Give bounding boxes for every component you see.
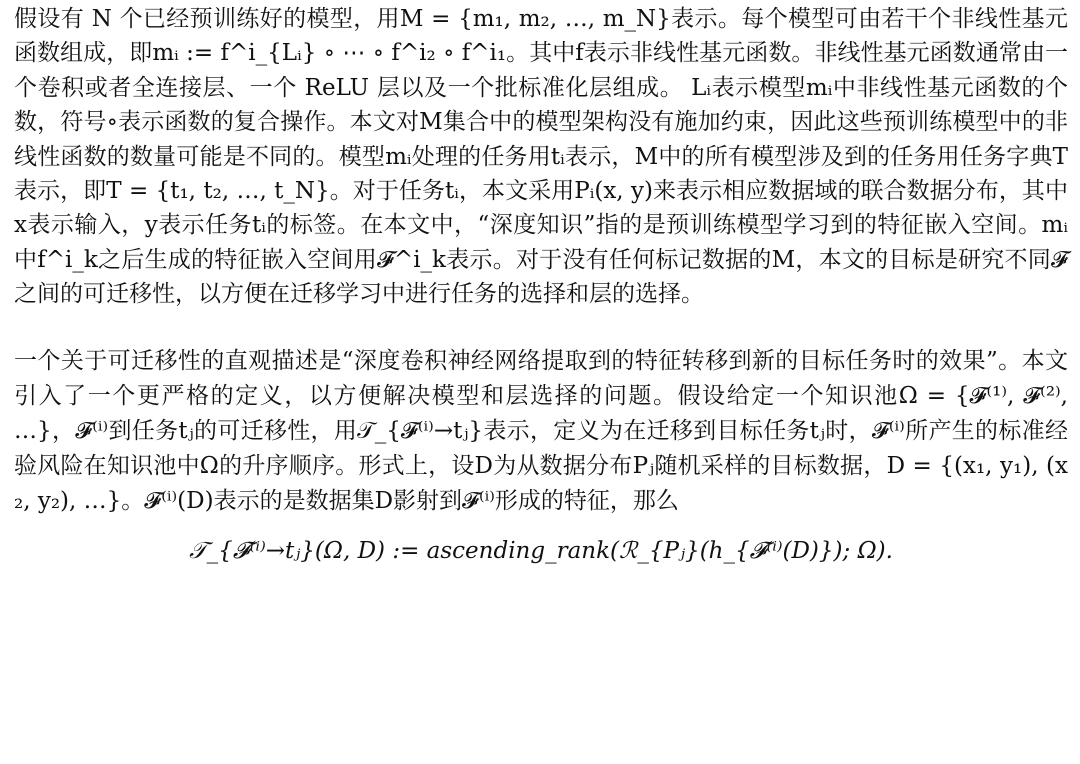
paragraph-problem-setup: 假设有 N 个已经预训练好的模型，用M = {m₁, m₂, …, m_N}表示。每个模型可由若干个非线性基元函数组成，即mᵢ := f^i_{Lᵢ} ∘ ⋯ ∘ f^i₂ ∘ f^i₁。其中f表示非线性基元函数。非线性基元函数通常由一个卷积或者全连接层、一个 ReLU 层以及一个批标准化层组成。 Lᵢ表示模型mᵢ中非线性基元函数的个数，符号∘表示函数的复合操作。本文对M集合中的模型架构没有施加约束，因此这些预训练模型中的非线性函数的数量可能是不同的。模型mᵢ处理的任务用tᵢ表示，M中的所有模型涉及到的任务用任务字典T表示，即T = {t₁, t₂, …, t_N}。对于任务tᵢ，本文采用Pᵢ(x, y)来表示相应数据域的联合数据分布，其中x表示输入，y表示任务tᵢ的标签。在本文中，“深度知识”指的是预训练模型学习到的特征嵌入空间。mᵢ中f^i_k之后生成的特征嵌入空间用𝓕^i_k表示。对于没有任何标记数据的M，本文的目标是研究不同𝓕之间的可迁移性，以方便在迁移学习中进行任务的选择和层的选择。 (14, 6, 1068, 308)
paragraph-transferability-definition: 一个关于可迁移性的直观描述是“深度卷积神经网络提取到的特征转移到新的目标任务时的效果”。本文引入了一个更严格的定义，以方便解决模型和层选择的问题。假设给定一个知识池Ω = {𝓕⁽¹⁾, 𝓕⁽²⁾, …}，𝓕⁽ⁱ⁾到任务tⱼ的可迁移性，用𝒯_{𝓕⁽ⁱ⁾→tⱼ}表示，定义为在迁移到目标任务tⱼ时，𝓕⁽ⁱ⁾所产生的标准经验风险在知识池中Ω的升序顺序。形式上，设D为从数据分布Pⱼ随机采样的目标数据，D = {(x₁, y₁), (x₂, y₂), …}。𝓕⁽ⁱ⁾(D)表示的是数据集D影射到𝓕⁽ⁱ⁾形成的特征，那么 (14, 347, 1068, 514)
transferability-equation: 𝒯_{𝓕⁽ⁱ⁾→tⱼ}(Ω, D) := ascending_rank(ℛ_{Pⱼ}(h_{𝓕⁽ⁱ⁾(D)}); Ω). (189, 537, 893, 564)
